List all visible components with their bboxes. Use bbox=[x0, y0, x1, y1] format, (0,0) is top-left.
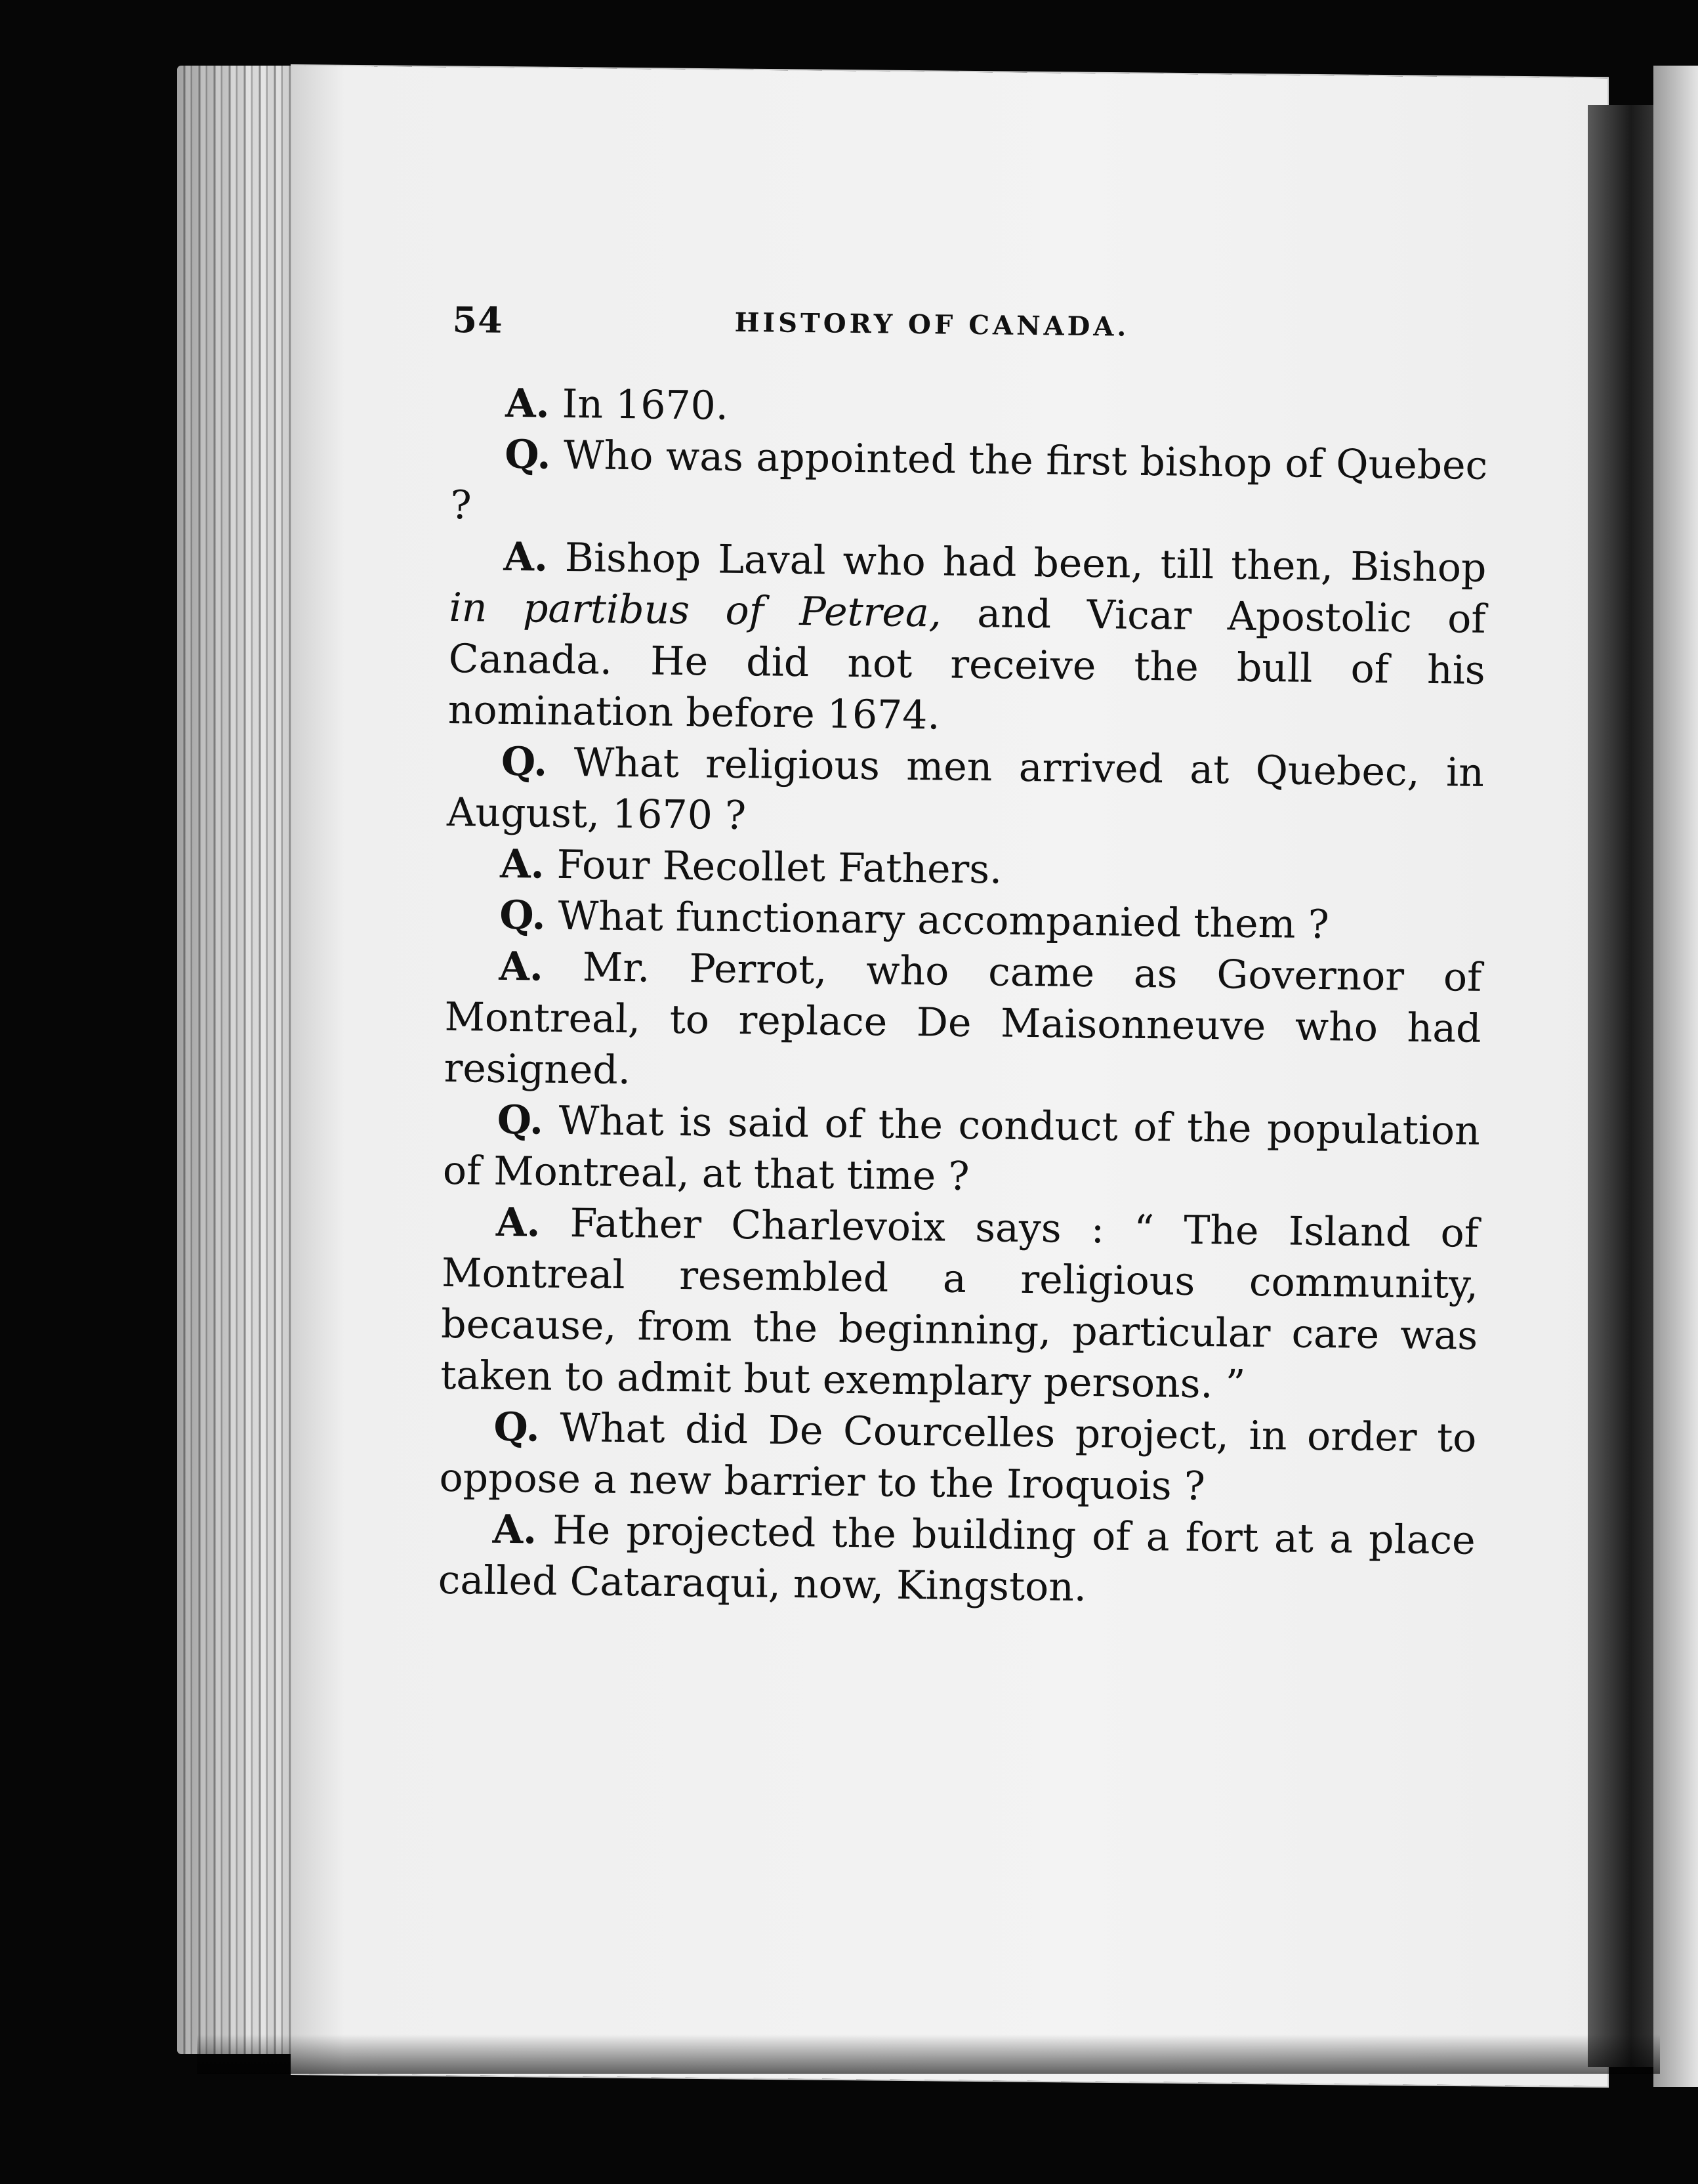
answer-prefix: A. bbox=[492, 1506, 537, 1553]
question-text: Who was appointed the first bishop of Quebec ? bbox=[450, 432, 1488, 529]
question-4 bbox=[442, 1094, 1480, 1208]
answer-prefix: A. bbox=[505, 380, 550, 427]
answer-italic-text: in partibus of Petrea, bbox=[449, 584, 942, 637]
question-text: What functionary accompanied them ? bbox=[558, 892, 1330, 948]
answer-prefix: A. bbox=[499, 943, 544, 990]
answer-2 bbox=[447, 531, 1486, 747]
answer-text: Bishop Laval who had been, till then, Bishop bbox=[564, 534, 1487, 591]
book-gutter bbox=[1588, 105, 1660, 2067]
page-body bbox=[438, 377, 1488, 1618]
bottom-shadow bbox=[197, 2034, 1660, 2074]
answer-text: He projected the building of a fort at a place called Cataraqui, now, Kingston. bbox=[438, 1507, 1476, 1611]
answer-prefix: A. bbox=[495, 1199, 541, 1246]
question-prefix: Q. bbox=[493, 1404, 541, 1451]
facing-page-edge bbox=[1653, 66, 1698, 2087]
question-text: What is said of the conduct of the population of Montreal, at that time ? bbox=[442, 1097, 1481, 1200]
question-prefix: Q. bbox=[504, 431, 551, 478]
answer-text: Mr. Perrot, who came as Governor of Montreal, to replace De Maisonneuve who had resigned. bbox=[444, 944, 1482, 1094]
answer-5 bbox=[440, 1196, 1479, 1413]
running-head: HISTORY OF CANADA. bbox=[734, 306, 1130, 343]
question-text: What religious men arrived at Quebec, in August, 1670 ? bbox=[446, 740, 1485, 839]
question-2 bbox=[447, 736, 1485, 850]
page-text-block bbox=[438, 299, 1489, 1618]
answer-prefix: A. bbox=[503, 534, 549, 581]
answer-4 bbox=[444, 940, 1482, 1106]
question-prefix: Q. bbox=[497, 1097, 544, 1144]
answer-6 bbox=[438, 1503, 1476, 1618]
answer-text: In 1670. bbox=[562, 381, 729, 429]
question-5 bbox=[439, 1401, 1477, 1515]
answer-text: Father Charlevoix says : “ The Island of Montreal resembled a religious community, because, from the beginning, particular care was taken to admit but exemplary persons. ” bbox=[440, 1200, 1480, 1408]
question-prefix: Q. bbox=[499, 892, 546, 939]
question-1 bbox=[450, 429, 1488, 543]
page-header bbox=[452, 299, 1489, 363]
answer-prefix: A. bbox=[499, 841, 545, 888]
answer-text-continued: and Vicar Apostolic of Canada. He did not receive the bull of his nomination before 1674. bbox=[447, 591, 1486, 739]
question-text: What did De Courcelles project, in order to oppose a new barrier to the Iroquois ? bbox=[439, 1404, 1477, 1510]
page-number: 54 bbox=[452, 299, 504, 341]
question-prefix: Q. bbox=[501, 738, 548, 786]
answer-text: Four Recollet Fathers. bbox=[556, 841, 1003, 893]
